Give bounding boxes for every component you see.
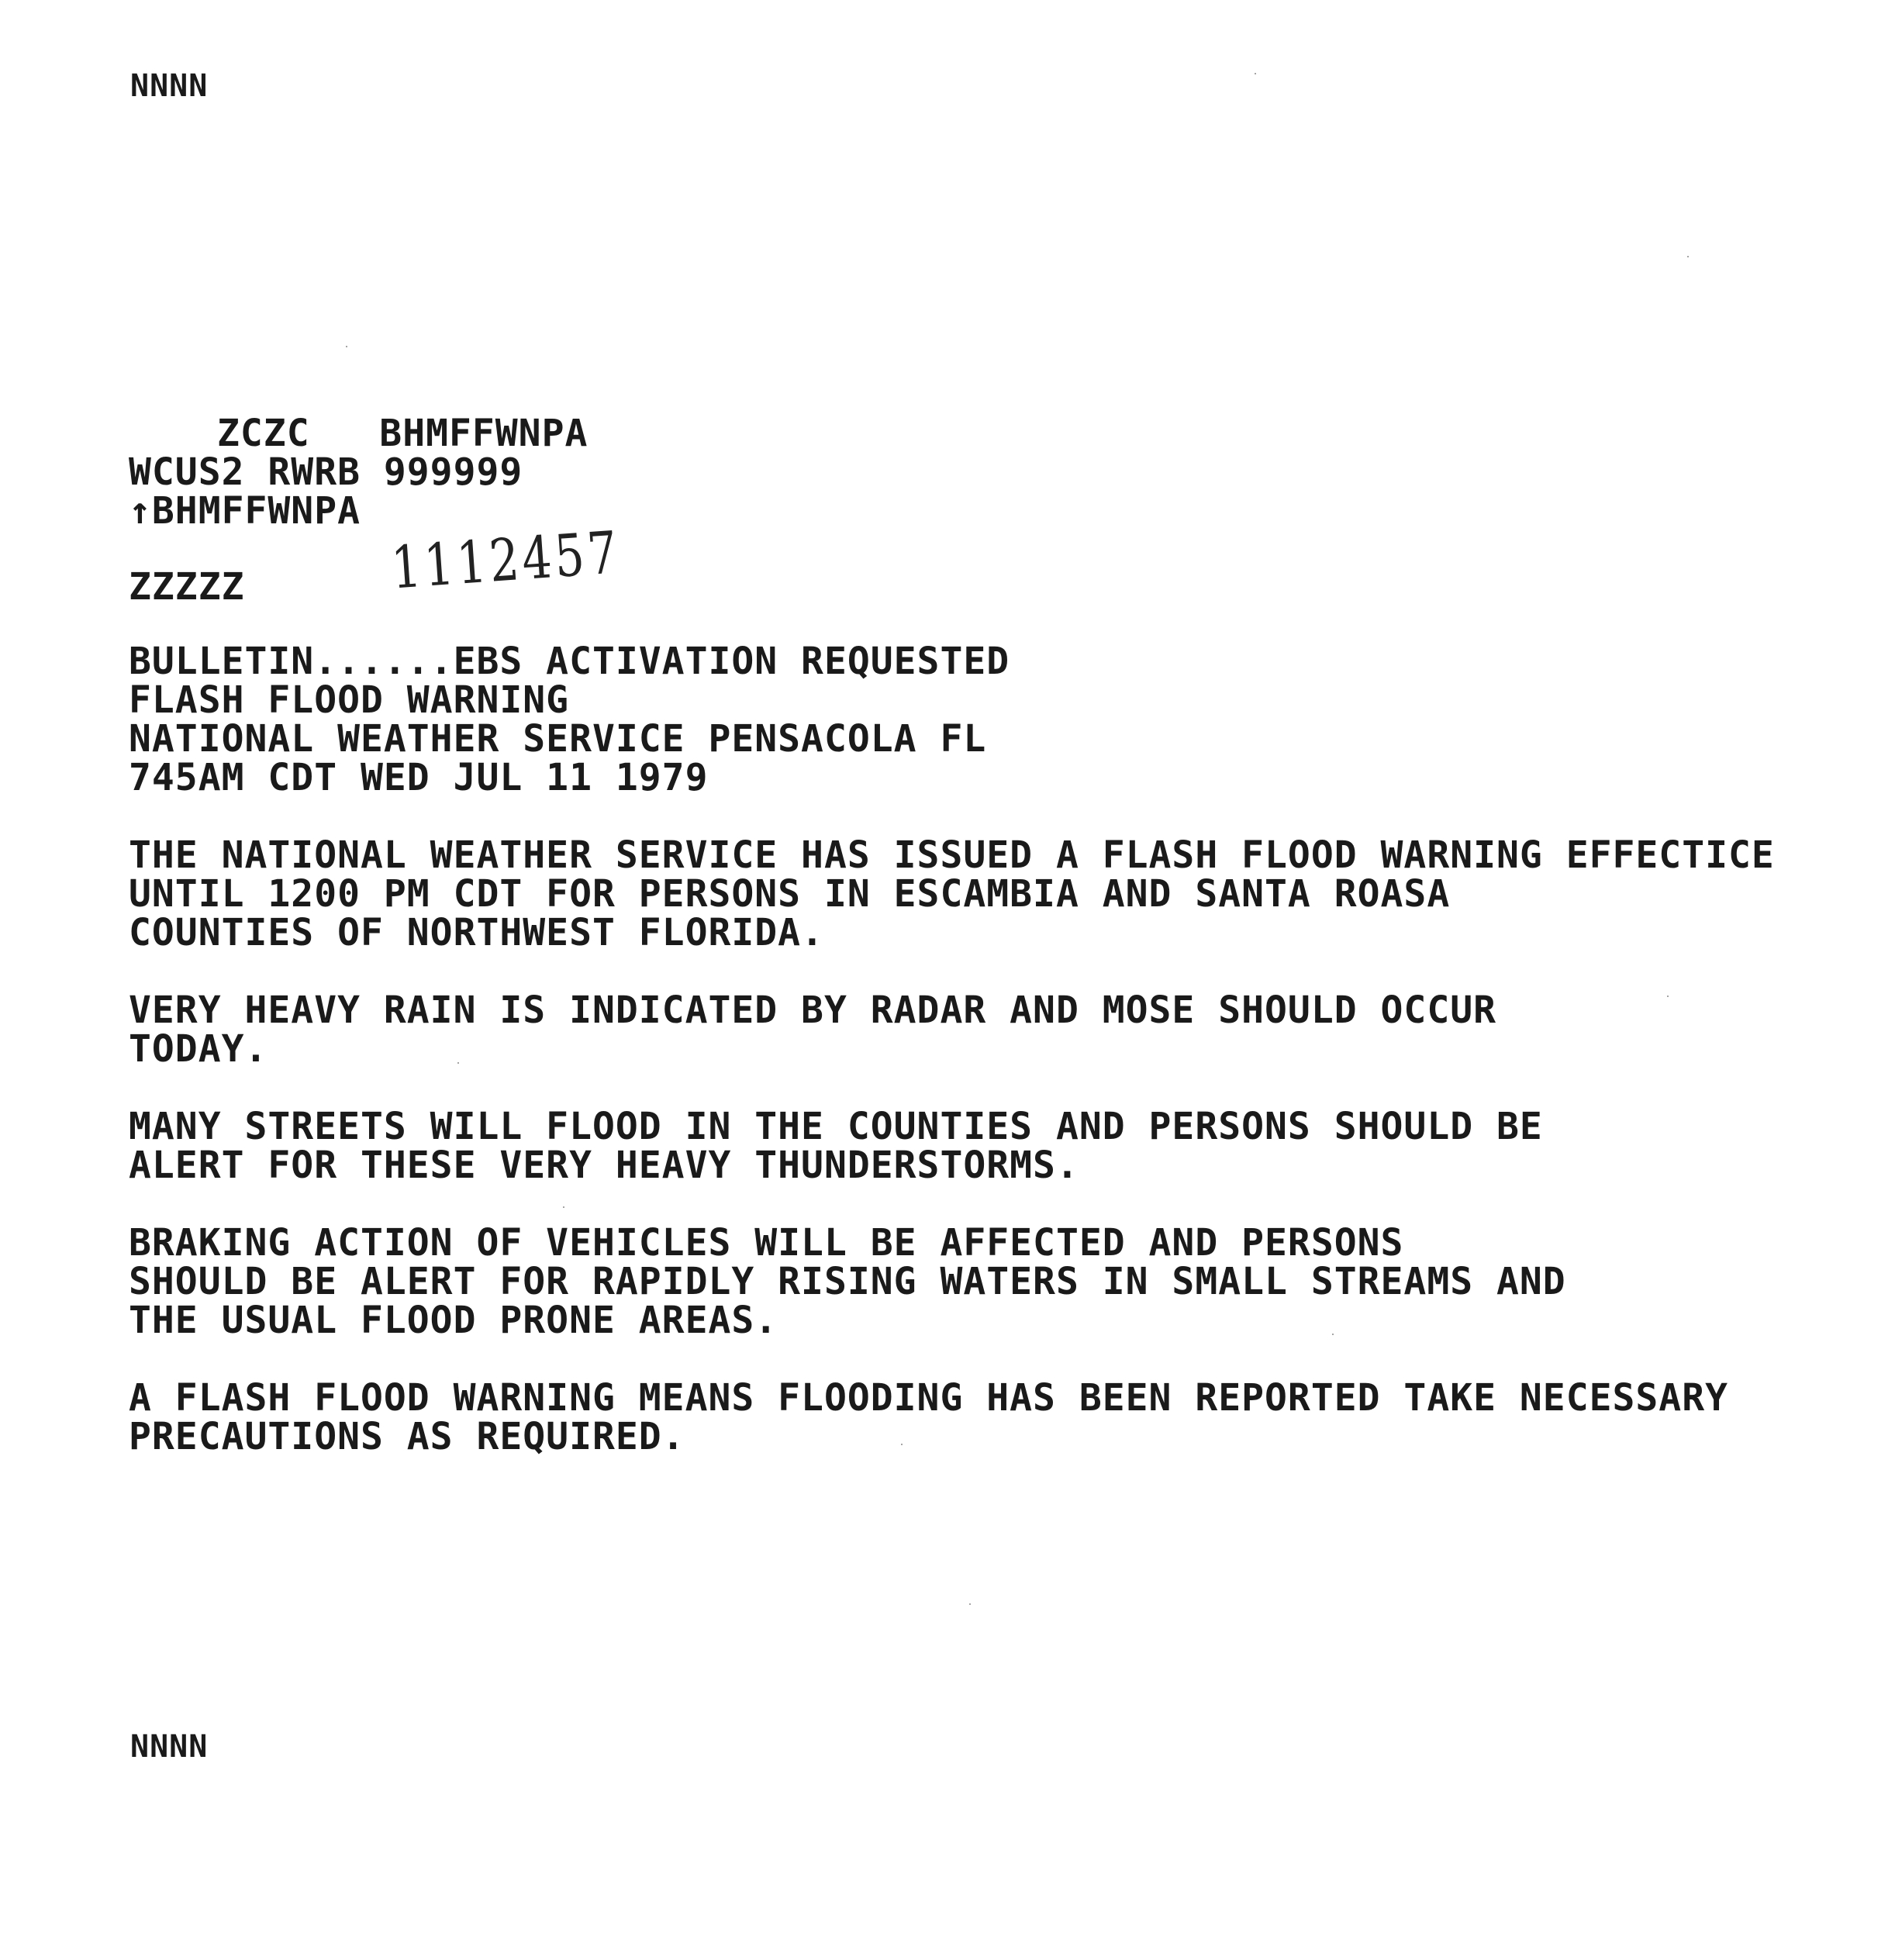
scan-speck: [346, 346, 347, 347]
scan-speck: [901, 1444, 903, 1445]
top-end-mark: NNNN: [130, 68, 209, 104]
bulletin-line: BULLETIN......EBS ACTIVATION REQUESTED: [129, 640, 1010, 683]
header-line-bhmffwnpa: ↑BHMFFWNPA: [129, 489, 361, 533]
paragraph-2-line-1: VERY HEAVY RAIN IS INDICATED BY RADAR AND MOSE SHOULD OCCUR: [129, 989, 1497, 1032]
paragraph-2-line-2: TODAY.: [129, 1027, 268, 1071]
paragraph-1-line-2: UNTIL 1200 PM CDT FOR PERSONS IN ESCAMBIA AND SANTA ROASA: [129, 872, 1451, 916]
scan-speck: [457, 1062, 459, 1064]
paragraph-4-line-1: BRAKING ACTION OF VEHICLES WILL BE AFFECTED AND PERSONS: [129, 1221, 1404, 1265]
paragraph-1-line-1: THE NATIONAL WEATHER SERVICE HAS ISSUED A FLASH FLOOD WARNING EFFECTICE: [129, 833, 1775, 877]
paragraph-4-line-2: SHOULD BE ALERT FOR RAPIDLY RISING WATERS IN SMALL STREAMS AND: [129, 1260, 1566, 1303]
paragraph-3-line-1: MANY STREETS WILL FLOOD IN THE COUNTIES AND PERSONS SHOULD BE: [129, 1105, 1543, 1148]
scan-speck: [1255, 73, 1256, 74]
paragraph-5-line-1: A FLASH FLOOD WARNING MEANS FLOODING HAS BEEN REPORTED TAKE NECESSARY: [129, 1376, 1728, 1420]
header-line-wcus2: WCUS2 RWRB 999999: [129, 450, 523, 494]
bottom-end-mark: NNNN: [130, 1729, 209, 1765]
scan-speck: [1667, 996, 1669, 997]
paragraph-4-line-3: THE USUAL FLOOD PRONE AREAS.: [129, 1299, 778, 1342]
issue-time-line: 745AM CDT WED JUL 11 1979: [129, 756, 709, 799]
paragraph-3-line-2: ALERT FOR THESE VERY HEAVY THUNDERSTORMS.: [129, 1144, 1079, 1187]
paragraph-5-line-2: PRECAUTIONS AS REQUIRED.: [129, 1415, 685, 1458]
issuing-office-line: NATIONAL WEATHER SERVICE PENSACOLA FL: [129, 717, 987, 761]
scan-speck: [1687, 256, 1689, 257]
handwritten-note: 1112457: [389, 519, 623, 603]
warning-type-line: FLASH FLOOD WARNING: [129, 678, 570, 722]
scan-speck: [1332, 1334, 1334, 1335]
scan-speck: [969, 1603, 971, 1605]
scan-speck: [563, 1206, 564, 1208]
header-line-zczc: ZCZC BHMFFWNPA: [217, 412, 589, 455]
paragraph-1-line-3: COUNTIES OF NORTHWEST FLORIDA.: [129, 911, 824, 954]
header-line-zzzzz: ZZZZZ: [129, 565, 245, 609]
